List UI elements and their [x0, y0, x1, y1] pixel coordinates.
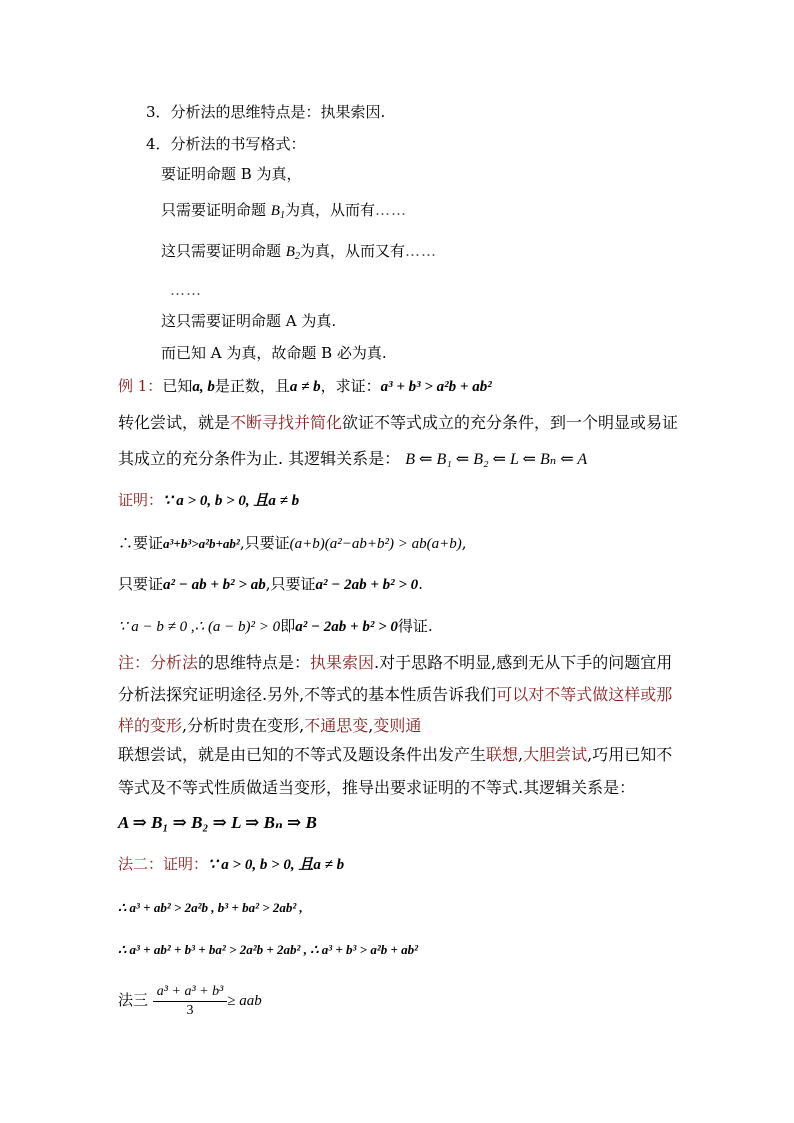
- format-ellipsis-text: ……: [170, 281, 202, 299]
- note-line-1: [118, 653, 672, 673]
- fraction-numerator: a³ + a³ + b³: [153, 983, 228, 1002]
- item-4-text: 4．分析法的书写格式：: [146, 135, 306, 153]
- item-4: [146, 134, 306, 154]
- step-1-formula-2: (a+b)(a²−ab+b²) > ab(a+b): [289, 536, 462, 552]
- note-line-3: [118, 716, 421, 736]
- proof-1-header: [118, 490, 299, 511]
- step-2-formula-2: a² − 2ab + b² > 0: [315, 577, 419, 593]
- note-red-3: 可以对不等式做这样或那: [496, 685, 673, 704]
- format-line-5-text: 而已知 A 为真，故命题 B 必为真.: [161, 344, 387, 362]
- proof-1-step-2: [118, 574, 423, 595]
- method-2-formula-2: ∴ a³ + ab² + b³ + ba² > 2a²b + 2ab² , ∴ a³ + b³ > a²b + ab²: [118, 942, 419, 957]
- note-text-1: 的思维特点是：: [198, 653, 311, 672]
- association-formula: [118, 813, 317, 833]
- format-line-2-dots: ……: [374, 201, 407, 219]
- method-2-line-2: [118, 940, 418, 961]
- note-text-2: .对于思路不明显,感到无从下手的问题宜用: [374, 653, 673, 672]
- proof-1-condition: ∵ a > 0, b > 0, 且a ≠ b: [163, 493, 300, 509]
- method-2-line-1: [118, 898, 303, 919]
- format-line-4-text: 这只需要证明命题 A 为真.: [161, 312, 337, 330]
- note-red-5: 不通思变: [304, 716, 369, 735]
- p1-text-b: 欲证不等式成立的充分条件，到一个明显或易证: [342, 413, 679, 432]
- format-line-2-text-b: 为真，从而有: [284, 201, 375, 219]
- example-1-text: 已知: [162, 377, 193, 395]
- format-ellipsis: [170, 280, 202, 300]
- paragraph-1-line-1: [118, 413, 678, 433]
- step-3-a: 即: [280, 617, 296, 635]
- paragraph-1-line-2: [118, 449, 587, 470]
- format-line-5: [161, 343, 387, 363]
- step-3-formula-2: a² − 2ab + b² > 0: [295, 619, 398, 635]
- proof-1-step-1: [118, 533, 466, 554]
- example-1-formula: a³ + b³ > a²b + ab²: [380, 379, 492, 395]
- example-1-end: ，求证：: [320, 377, 381, 395]
- method-3: [118, 978, 262, 1022]
- assoc-text-4: 等式及不等式性质做适当变形，推导出要求证明的不等式.其逻辑关系是：: [118, 778, 636, 797]
- example-1-neq: a ≠ b: [289, 379, 321, 395]
- format-line-1-text: 要证明命题 B 为真，: [161, 165, 302, 183]
- step-2-b: ,只要证: [265, 575, 316, 593]
- step-1-a: ∴要证: [118, 534, 164, 552]
- step-3-b: 得证.: [397, 617, 433, 635]
- proof-1-label: 证明：: [118, 491, 164, 509]
- format-line-3-dots: ……: [404, 242, 437, 260]
- p1-text-a: 转化尝试，就是: [118, 413, 231, 432]
- step-2-a: 只要证: [118, 575, 164, 593]
- fraction-denominator: 3: [186, 1002, 194, 1018]
- step-1-b: ,只要证: [239, 534, 290, 552]
- assoc-text-3: ,巧用已知不: [587, 745, 673, 764]
- step-1-end: ,: [461, 534, 467, 552]
- assoc-text-2: ,: [518, 745, 524, 764]
- step-2-end: .: [418, 575, 423, 593]
- p1-red: 不断寻找并简化: [230, 413, 343, 432]
- method-2-formula-1: ∴ a³ + ab² > 2a²b , b³ + ba² > 2ab² ,: [118, 900, 303, 915]
- item-3-text: 3．分析法的思维特点是：执果索因.: [146, 103, 386, 121]
- method-2-header: [118, 854, 344, 875]
- note-text-3: 分析法探究证明途径.另外,不等式的基本性质告诉我们: [118, 685, 497, 704]
- method-3-rest: ≥ aab: [227, 993, 262, 1009]
- example-1: [118, 376, 492, 397]
- note-text-4: ,分析时贵在变形,: [182, 716, 305, 735]
- format-line-3: [161, 241, 437, 267]
- format-line-3-text: 这只需要证明命题: [161, 242, 286, 260]
- assoc-red-2: 大胆尝试: [523, 745, 588, 764]
- method-3-label: 法三: [118, 991, 149, 1009]
- format-line-4: [161, 311, 336, 331]
- step-1-formula: a³+b³>a²b+ab²: [163, 536, 240, 551]
- format-line-1: [161, 164, 302, 184]
- note-red-2: 执果索因: [310, 653, 375, 672]
- p2-text: 其成立的充分条件为止. 其逻辑关系是：: [118, 449, 401, 468]
- format-line-2-text: 只需要证明命题: [161, 201, 271, 219]
- example-1-label: 例 1：: [118, 377, 163, 395]
- format-line-2: [161, 200, 407, 226]
- example-1-mid: 是正数，且: [214, 377, 290, 395]
- format-line-3-text-b: 为真，从而又有: [299, 242, 405, 260]
- note-red-4: 样的变形: [118, 716, 183, 735]
- proof-1-step-3: [118, 616, 433, 637]
- note-red-1: 注：分析法: [118, 653, 199, 672]
- step-2-formula: a² − ab + b² > ab: [163, 577, 266, 593]
- association-line-1: [118, 745, 672, 765]
- method-2-label: 法二：证明：: [118, 855, 209, 873]
- assoc-red-1: 联想: [486, 745, 519, 764]
- step-3-formula: ∵ a − b ≠ 0 ,∴ (a − b)² > 0: [118, 619, 281, 635]
- association-line-2: [118, 778, 635, 798]
- note-line-2: [118, 685, 672, 705]
- p2-formula: B ⇐ B₁ ⇐ B₂ ⇐ L ⇐ Bₙ ⇐ A: [405, 451, 588, 468]
- note-text-5: ,: [368, 716, 374, 735]
- method-2-condition: ∵ a > 0, b > 0, 且a ≠ b: [208, 857, 345, 873]
- item-3: [146, 102, 385, 122]
- b2-symbol: $B_2$: [285, 244, 300, 262]
- method-3-fraction: [153, 983, 228, 1020]
- assoc-formula: A ⇒ B₁ ⇒ B₂ ⇒ L ⇒ Bₙ ⇒ B: [118, 813, 317, 832]
- b1-symbol: $B_1$: [270, 203, 285, 221]
- note-red-6: 变则通: [373, 716, 422, 735]
- assoc-text-1: 联想尝试，就是由已知的不等式及题设条件出发产生: [118, 745, 487, 764]
- example-1-vars: a, b: [192, 379, 215, 395]
